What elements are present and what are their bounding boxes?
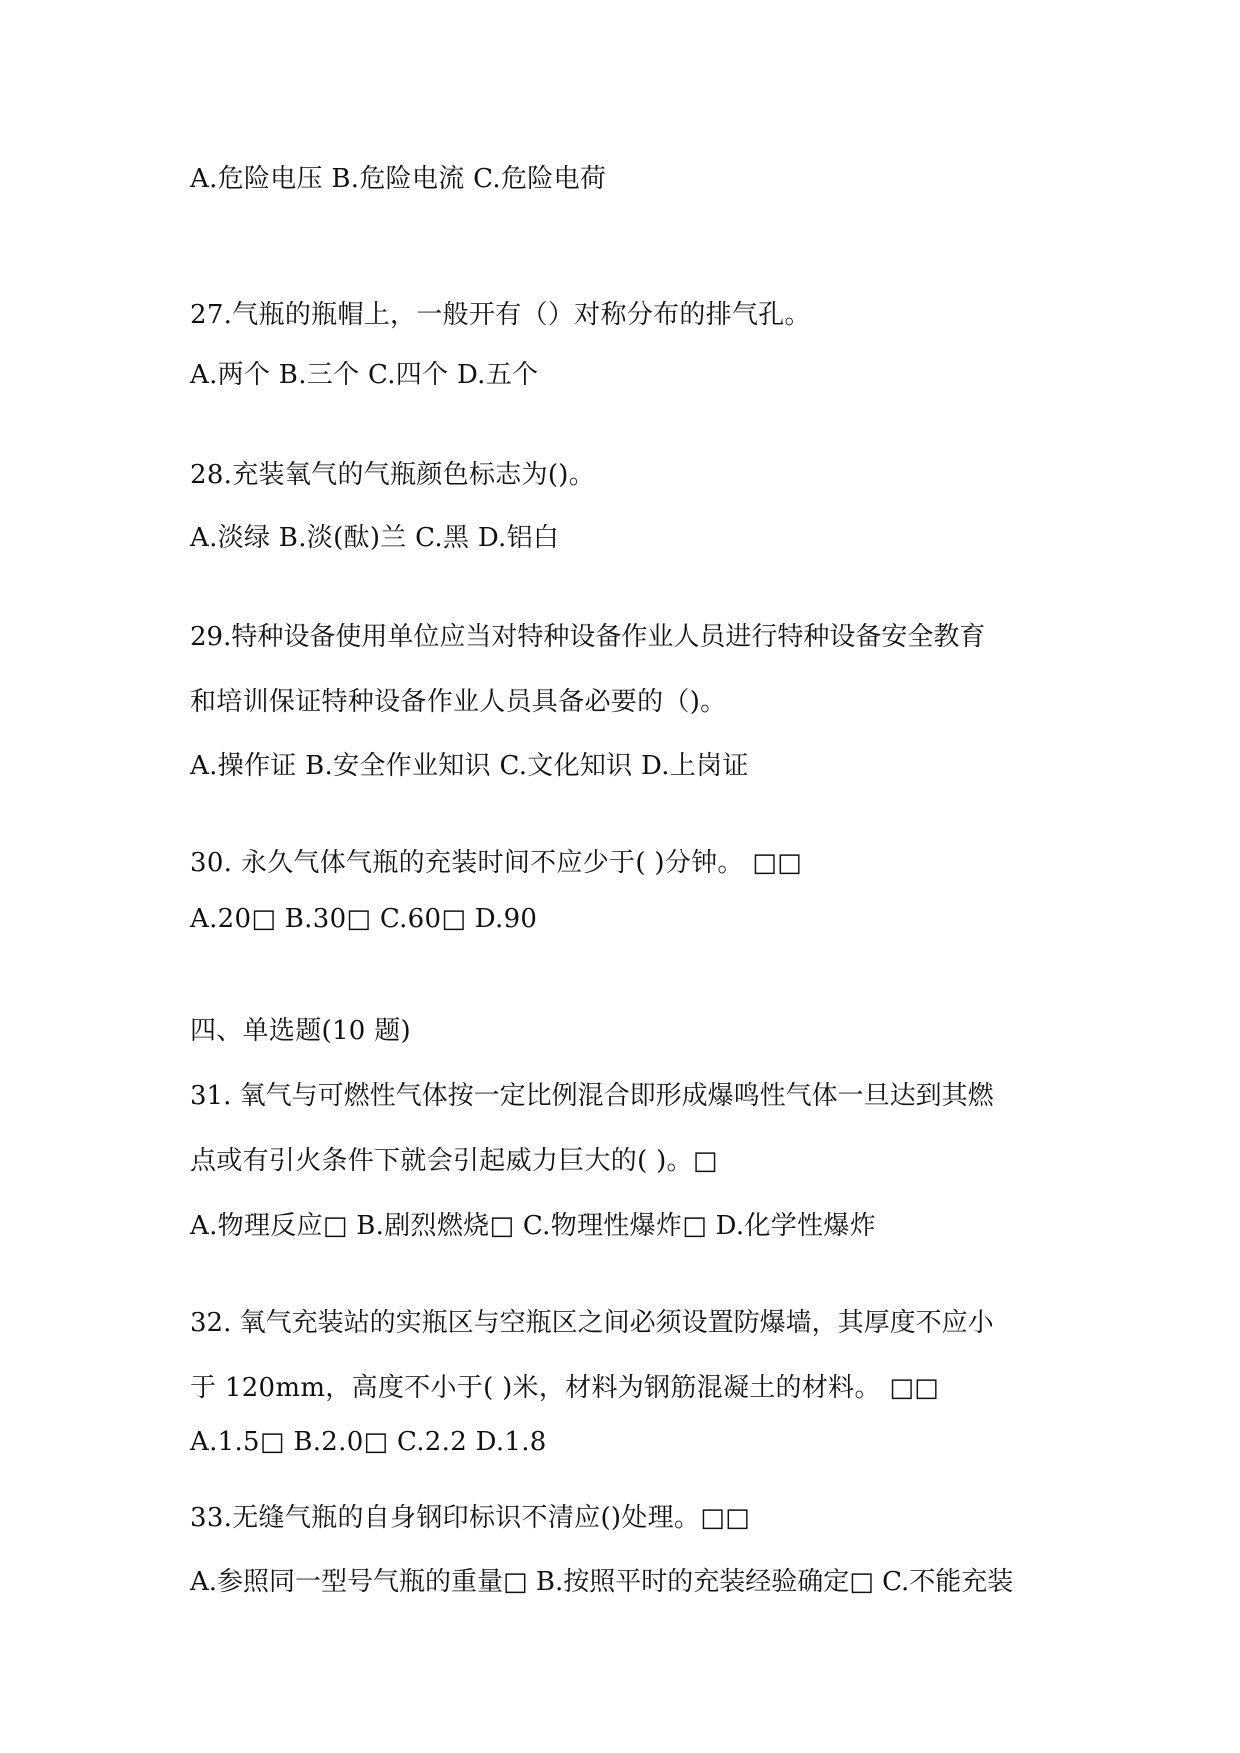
q28-options: A.淡绿 B.淡(酞)兰 C.黑 D.铝白 xyxy=(190,523,560,553)
q28-question: 28.充装氧气的气瓶颜色标志为()。 xyxy=(190,460,596,490)
q33-options: A.参照同一型号气瓶的重量□ B.按照平时的充装经验确定□ C.不能充装 xyxy=(190,1567,1014,1597)
q26-options: A.危险电压 B.危险电流 C.危险电荷 xyxy=(190,164,607,194)
q27-options: A.两个 B.三个 C.四个 D.五个 xyxy=(190,360,539,390)
q31-question-line1: 31. 氧气与可燃性气体按一定比例混合即形成爆鸣性气体一旦达到其燃 xyxy=(190,1081,994,1111)
q29-options: A.操作证 B.安全作业知识 C.文化知识 D.上岗证 xyxy=(190,751,749,781)
q30-options: A.20□ B.30□ C.60□ D.90 xyxy=(190,904,538,934)
section-heading: 四、单选题(10 题) xyxy=(190,1016,411,1046)
q32-question-line2: 于 120mm，高度不小于( )米，材料为钢筋混凝土的材料。 □□ xyxy=(190,1373,940,1403)
q31-question-line2: 点或有引火条件下就会引起威力巨大的( )。□ xyxy=(190,1146,718,1176)
q30-question: 30. 永久气体气瓶的充装时间不应少于( )分钟。 □□ xyxy=(190,848,802,878)
q33-question: 33.无缝气瓶的自身钢印标识不清应()处理。□□ xyxy=(190,1503,750,1533)
q32-options: A.1.5□ B.2.0□ C.2.2 D.1.8 xyxy=(190,1427,547,1457)
q29-question-line2: 和培训保证特种设备作业人员具备必要的（)。 xyxy=(190,687,727,717)
q27-question: 27.气瓶的瓶帽上，一般开有（）对称分布的排气孔。 xyxy=(190,300,811,330)
q31-options: A.物理反应□ B.剧烈燃烧□ C.物理性爆炸□ D.化学性爆炸 xyxy=(190,1211,876,1241)
q32-question-line1: 32. 氧气充装站的实瓶区与空瓶区之间必须设置防爆墙，其厚度不应小 xyxy=(190,1308,994,1338)
q29-question-line1: 29.特种设备使用单位应当对特种设备作业人员进行特种设备安全教育 xyxy=(190,622,986,652)
